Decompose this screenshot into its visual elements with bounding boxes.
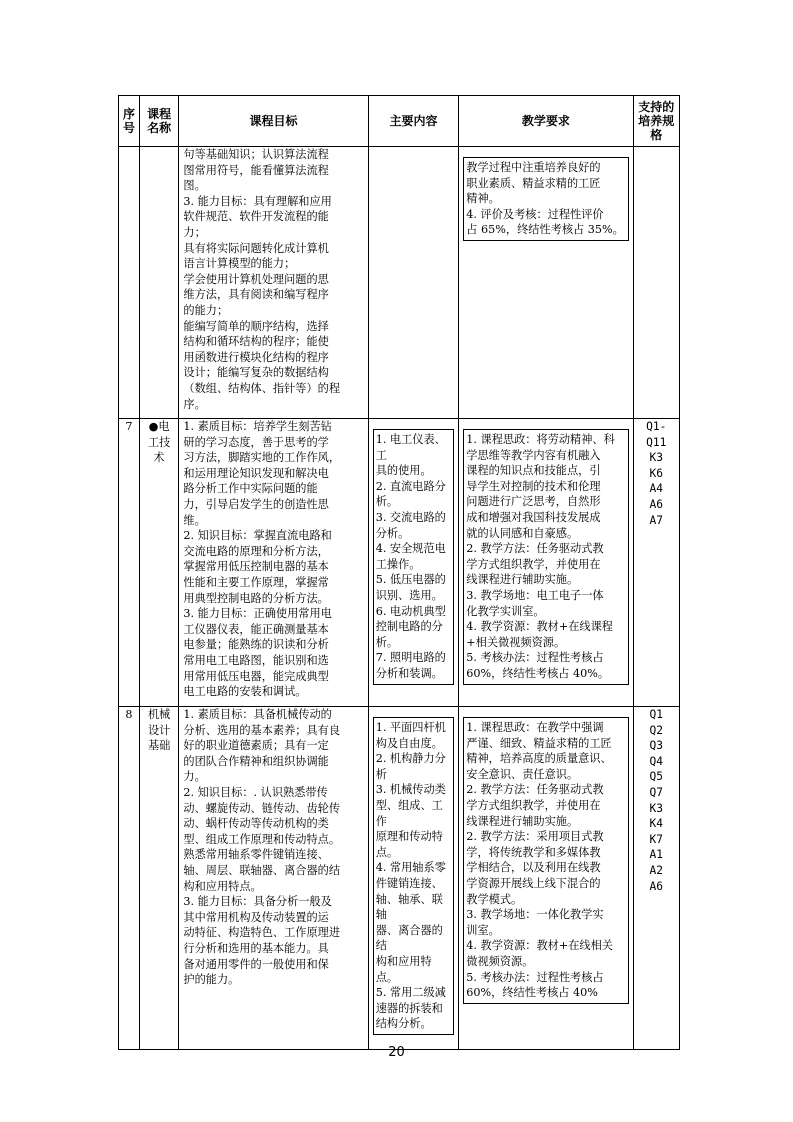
header-supported-spec: 支持的培养规格 [633,96,679,147]
cell-supported-spec-line: A2 [649,863,663,877]
cell-main-content-box [373,717,455,1035]
cell-course-name-line: 术 [153,451,165,465]
cell-teaching-requirement-line: 问题进行广泛思考，自然形 [466,495,601,509]
cell-supported-spec-line: A6 [649,497,663,511]
cell-supported-spec-line: Q4 [649,754,663,768]
cell-course-goal-line: 其中常用机构及传动装置的运 [183,910,329,924]
cell-course-goal-line: 图常用符号，能看懂算法流程 [183,163,329,177]
cell-teaching-requirement-line: 4. 教学资源：教材+在线相关 [466,939,613,953]
cell-teaching-requirement-box [463,157,628,241]
cell-teaching-requirement-line: 4. 评价及考核：过程性评价 [466,207,604,221]
cell-course-goal-line: 图。 [183,179,206,193]
cell-teaching-requirement-line: 3. 教学场地：电工电子一体 [466,588,604,602]
cell-teaching-requirement-line: 线课程进行辅助实施。 [466,814,579,828]
cell-supported-spec-line: K3 [649,451,663,465]
cell-course-goal-line: 熟悉常用轴系零件键销连接、 [183,848,329,862]
cell-supported-spec-line: K4 [649,817,663,831]
cell-supported-spec-line: A4 [649,482,663,496]
cell-supported-spec-line: K3 [649,801,663,815]
cell-course-goal-line: 好的职业道德素质；具有一定 [183,739,329,753]
cell-course-goal [179,147,368,419]
cell-teaching-requirement [459,707,633,1050]
cell-supported-spec-line: K6 [649,466,663,480]
cell-teaching-requirement-line: 2. 教学方法：采用项目式教 [466,830,604,844]
cell-course-goal-line: 路分析工作中实际问题的能 [183,482,318,496]
cell-teaching-requirement-line: 2. 教学方法：任务驱动式教 [466,783,604,797]
cell-course-goal-line: 力，引导启发学生的创造性思 [183,497,329,511]
cell-main-content-line: 2. 机构静力分 [375,752,446,766]
cell-course-goal-line: 性能和主要工作原理，掌握常 [183,575,329,589]
cell-main-content-line: 3. 机械传动类 [375,783,446,797]
cell-supported-spec-line: A7 [649,513,663,527]
cell-course-goal-line: 动、螺旋传动、链传动、齿轮传 [183,801,341,815]
cell-course-goal-line: 3. 能力目标：具有理解和应用 [183,194,332,208]
cell-teaching-requirement-line: 导学生对控制的技术和伦理 [466,479,601,493]
cell-main-content [368,707,459,1050]
cell-teaching-requirement-line: 微视频资源。 [466,954,534,968]
cell-teaching-requirement-line: 学，将传统教学和多媒体教 [466,845,601,859]
cell-course-goal-line: 备对通用零件的一般使用和保 [183,957,329,971]
cell-main-content-line: 6. 电动机典型 [375,604,446,618]
header-course-name: 课程名称 [139,96,178,147]
cell-main-content-line: 结构分析。 [375,1017,432,1031]
cell-main-content-line: 2. 直流电路分 [375,479,446,493]
cell-supported-spec [633,419,679,707]
cell-main-content-line: 4. 安全规范电 [375,542,446,556]
header-course-goal: 课程目标 [179,96,368,147]
cell-teaching-requirement-line: 课程的知识点和技能点，引 [466,464,601,478]
cell-course-name-line: 机械 [147,708,171,721]
cell-supported-spec-line: K7 [649,832,663,846]
cell-teaching-requirement-line: 精神。 [466,192,500,206]
cell-teaching-requirement-line: 学相结合，以及利用在线教 [466,861,601,875]
cell-course-goal [179,419,368,707]
cell-teaching-requirement [459,419,633,707]
cell-main-content-line: 型、组成、工作 [375,798,443,828]
cell-teaching-requirement-line: 60%，终结性考核占 40%。 [466,666,610,680]
cell-course-goal-line: 常用电工电路图，能识别和选 [183,653,329,667]
cell-teaching-requirement-line: 1. 课程思政：将劳动精神、科 [466,433,615,446]
cell-main-content-line: 具的使用。 [375,464,432,478]
cell-main-content-line: 析。 [375,495,399,509]
cell-course-goal-line: 工仪器仪表，能正确测量基本 [183,622,329,636]
cell-course-goal-line: 3. 能力目标：具备分析一般及 [183,895,332,909]
cell-main-content-line: 5. 低压电器的 [375,573,446,587]
cell-seq: 7 [119,419,140,707]
cell-course-name-line: 基础 [147,739,171,753]
cell-course-goal-line: 用典型控制电路的分析方法。 [183,591,329,605]
cell-main-content-line: 轴、轴承、联轴 [375,892,443,922]
cell-course-goal-line: 动、蜗杆传动等传动机构的类 [183,817,329,831]
cell-course-goal-line: 设计；能编写复杂的数据结构 [183,366,329,380]
cell-teaching-requirement-line: 学方式组织教学，并使用在 [466,798,601,812]
cell-teaching-requirement-line: +相关微视频资源。 [466,635,566,649]
cell-course-goal-line: （数组、结构体、指针等）的程 [183,381,341,395]
cell-teaching-requirement-line: 教学模式。 [466,892,523,906]
cell-course-goal-line: 的能力； [183,303,229,317]
cell-teaching-requirement-line: 线课程进行辅助实施。 [466,573,579,587]
cell-course-goal-line: 研的学习态度，善于思考的学 [183,435,329,449]
header-seq: 序号 [119,96,140,147]
cell-course-goal-line: 2. 知识目标：掌握直流电路和 [183,529,332,543]
cell-course-goal-line: 2. 知识目标：. 认识熟悉带传 [183,785,328,799]
cell-supported-spec-line: Q7 [649,785,663,799]
cell-teaching-requirement-line: 学方式组织教学，并使用在 [466,557,601,571]
cell-supported-spec [633,707,679,1050]
cell-course-goal-line: 交流电路的原理和分析方法， [183,544,329,558]
cell-main-content-line: 构和应用特点。 [375,954,432,984]
cell-course-goal-line: 行分析和选用的基本能力。具 [183,941,329,955]
cell-main-content-line: 5. 常用二级减 [375,986,446,1000]
cell-main-content-line: 分析。 [375,526,410,540]
cell-course-goal-line: 1. 素质目标：具备机械传动的 [183,708,332,721]
cell-supported-spec-line: Q5 [649,770,663,784]
cell-course-goal-line: 软件规范、软件开发流程的能 [183,210,329,224]
cell-teaching-requirement-line: 严谨、细致、精益求精的工匠 [466,736,612,750]
cell-course-goal-line: 3. 能力目标：正确使用常用电 [183,607,332,621]
cell-main-content-line: 3. 交流电路的 [375,510,446,524]
cell-teaching-requirement-box [463,717,628,1004]
cell-course-goal-line: 力； [183,225,206,239]
header-main-content: 主要内容 [368,96,459,147]
cell-main-content-line: 分析和装调。 [375,666,443,680]
cell-supported-spec-line: Q2 [649,723,663,737]
cell-course-goal-line: 语言计算模型的能力； [183,257,296,271]
cell-teaching-requirement-line: 训室。 [466,923,500,937]
table-row [119,419,680,707]
cell-supported-spec-line: Q3 [649,739,663,753]
cell-course-goal-line: 力。 [183,770,206,784]
cell-course-goal-line: 句等基础知识；认识算法流程 [183,148,329,161]
cell-course-goal-line: 维方法，具有阅读和编写程序 [183,288,329,302]
cell-main-content-line: 控制电路的分 [375,620,443,634]
cell-course-goal-line: 护的能力。 [183,973,240,987]
cell-teaching-requirement-line: 5. 考核办法：过程性考核占 [466,970,604,984]
table-row [119,147,680,419]
cell-main-content-line: 点。 [375,845,399,859]
cell-course-goal-line: 维。 [183,513,206,527]
cell-main-content-line: 析。 [375,635,399,649]
cell-course-goal-line: 掌握常用低压控制电器的基本 [183,560,329,574]
cell-course-goal-line: 用函数进行模块化结构的程序 [183,350,329,364]
cell-course-goal-line: 轴、周层、联轴器、离合器的结 [183,863,341,877]
cell-main-content-line: 速器的拆装和 [375,1001,443,1015]
cell-teaching-requirement-line: 安全意识、责任意识。 [466,767,579,781]
cell-teaching-requirement-line: 60%，终结性考核占 40% [466,986,598,1000]
cell-main-content-line: 器、离合器的结 [375,923,443,953]
cell-main-content-line: 工操作。 [375,557,421,571]
cell-teaching-requirement-line: 学思维等教学内容有机融入 [466,448,601,462]
cell-course-goal-line: 电工电路的安装和调试。 [183,685,307,699]
cell-main-content-line: 1. 平面四杆机 [375,721,446,734]
cell-course-goal-line: 和运用理论知识发现和解决电 [183,466,329,480]
cell-course-name-line: 设计 [147,723,171,737]
cell-teaching-requirement-line: 3. 教学场地：一体化教学实 [466,908,604,922]
cell-course-goal-line: 构和应用特点。 [183,879,262,893]
cell-main-content-line: 7. 照明电路的 [375,651,446,665]
cell-supported-spec-line: Q1 [649,708,663,721]
cell-main-content-line: 原理和传动特 [375,830,443,844]
cell-course-name [139,419,178,707]
cell-course-name-line: ●电 [148,420,170,433]
cell-main-content-line: 析 [375,767,387,781]
cell-main-content-line: 4. 常用轴系零 [375,861,446,875]
cell-course-goal-line: 具有将实际问题转化成计算机 [183,241,329,255]
cell-course-goal-line: 能编写简单的顺序结构，选择 [183,319,329,333]
cell-main-content-line: 构及自由度。 [375,736,443,750]
cell-teaching-requirement-line: 2. 教学方法：任务驱动式教 [466,542,604,556]
cell-teaching-requirement [459,147,633,419]
cell-course-goal-line: 1. 素质目标：培养学生刻苦钻 [183,420,332,433]
cell-course-goal-line: 学会使用计算机处理问题的思 [183,272,329,286]
cell-course-goal-line: 序。 [183,397,206,411]
cell-supported-spec-line: Q1-Q11 [646,420,667,449]
cell-course-goal-line: 结构和循环结构的程序；能使 [183,335,329,349]
cell-course-name [139,707,178,1050]
curriculum-table [118,95,680,1050]
cell-teaching-requirement-line: 就的认同感和自豪感。 [466,526,579,540]
cell-main-content-line: 1. 电工仪表、工 [375,433,446,462]
page-number: 20 [388,1045,405,1060]
cell-teaching-requirement-line: 1. 课程思政：在教学中强调 [466,721,604,734]
cell-main-content-line: 件键销连接、 [375,876,443,890]
cell-supported-spec [633,147,679,419]
cell-course-goal-line: 分析、选用的基本素养；具有良 [183,723,341,737]
cell-teaching-requirement-line: 化教学实训室。 [466,604,545,618]
cell-course-goal-line: 动特征、构造特色、工作原理进 [183,926,341,940]
cell-course-goal-line: 型、组成工作原理和传动特点。 [183,832,341,846]
cell-teaching-requirement-line: 学资源开展线上线下混合的 [466,876,601,890]
table-row [119,707,680,1050]
cell-teaching-requirement-line: 4. 教学资源：教材+在线课程 [466,620,613,634]
header-teaching-requirement: 教学要求 [459,96,633,147]
cell-course-name [139,147,178,419]
cell-teaching-requirement-line: 职业素质、精益求精的工匠 [466,176,601,190]
table-header-row [119,96,680,147]
cell-supported-spec-line: A1 [649,848,663,862]
cell-main-content-box [373,429,455,685]
cell-main-content-line: 识别、选用。 [375,588,443,602]
cell-supported-spec-line: A6 [649,879,663,893]
cell-course-goal-line: 用常用低压电器，能完成典型 [183,669,329,683]
cell-course-goal [179,707,368,1050]
cell-main-content [368,419,459,707]
cell-teaching-requirement-line: 5. 考核办法：过程性考核占 [466,651,604,665]
cell-teaching-requirement-line: 教学过程中注重培养良好的 [466,161,601,174]
cell-teaching-requirement-line: 占 65%，终结性考核占 35%。 [466,223,624,237]
cell-teaching-requirement-box [463,429,628,685]
cell-teaching-requirement-line: 精神，培养高度的质量意识、 [466,752,612,766]
cell-course-goal-line: 电参量；能熟练的识读和分析 [183,638,329,652]
cell-seq [119,147,140,419]
cell-course-goal-line: 习方法，脚踏实地的工作作风， [183,451,341,465]
cell-course-goal-line: 的团队合作精神和组织协调能 [183,754,329,768]
cell-seq: 8 [119,707,140,1050]
cell-course-name-line: 工技 [147,435,171,449]
cell-teaching-requirement-line: 成和增强对我国科技发展成 [466,510,601,524]
cell-main-content [368,147,459,419]
